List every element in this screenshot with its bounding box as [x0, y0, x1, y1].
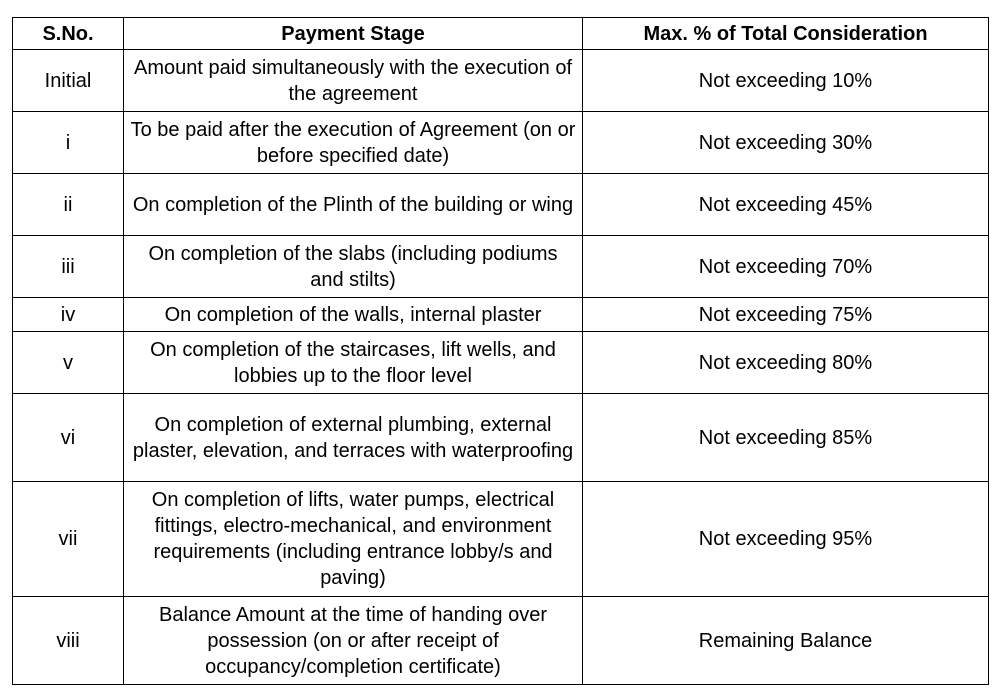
table-row [13, 482, 989, 597]
table-row [13, 394, 989, 482]
cell-max-percent: Not exceeding 30% [583, 112, 989, 174]
cell-payment-stage: Amount paid simultaneously with the execution of the agreement [124, 50, 583, 112]
cell-max-percent: Not exceeding 80% [583, 332, 989, 394]
header-row [13, 18, 989, 50]
cell-payment-stage: On completion of the Plinth of the building or wing [124, 174, 583, 236]
cell-sno: iv [13, 298, 124, 332]
cell-sno: vii [13, 482, 124, 597]
payment-schedule-table [12, 17, 989, 685]
cell-payment-stage: On completion of the slabs (including podiums and stilts) [124, 236, 583, 298]
header-max-percent: Max. % of Total Consideration [583, 18, 989, 50]
cell-payment-stage: On completion of external plumbing, external plaster, elevation, and terraces with waterproofing [124, 394, 583, 482]
cell-payment-stage: Balance Amount at the time of handing over possession (on or after receipt of occupancy/completion certificate) [124, 597, 583, 685]
header-sno: S.No. [13, 18, 124, 50]
cell-sno: vi [13, 394, 124, 482]
table-row [13, 50, 989, 112]
cell-sno: Initial [13, 50, 124, 112]
cell-max-percent: Remaining Balance [583, 597, 989, 685]
cell-payment-stage: To be paid after the execution of Agreement (on or before specified date) [124, 112, 583, 174]
cell-sno: v [13, 332, 124, 394]
table-row [13, 174, 989, 236]
cell-sno: ii [13, 174, 124, 236]
cell-payment-stage: On completion of lifts, water pumps, electrical fittings, electro-mechanical, and environment requirements (including entrance lobby/s and paving) [124, 482, 583, 597]
table-row [13, 112, 989, 174]
table-row [13, 597, 989, 685]
cell-max-percent: Not exceeding 70% [583, 236, 989, 298]
table-row [13, 236, 989, 298]
cell-payment-stage: On completion of the staircases, lift wells, and lobbies up to the floor level [124, 332, 583, 394]
cell-payment-stage: On completion of the walls, internal plaster [124, 298, 583, 332]
cell-max-percent: Not exceeding 95% [583, 482, 989, 597]
cell-max-percent: Not exceeding 85% [583, 394, 989, 482]
table-row [13, 332, 989, 394]
cell-max-percent: Not exceeding 45% [583, 174, 989, 236]
cell-max-percent: Not exceeding 75% [583, 298, 989, 332]
cell-max-percent: Not exceeding 10% [583, 50, 989, 112]
header-payment-stage: Payment Stage [124, 18, 583, 50]
table-row [13, 298, 989, 332]
cell-sno: viii [13, 597, 124, 685]
cell-sno: i [13, 112, 124, 174]
cell-sno: iii [13, 236, 124, 298]
